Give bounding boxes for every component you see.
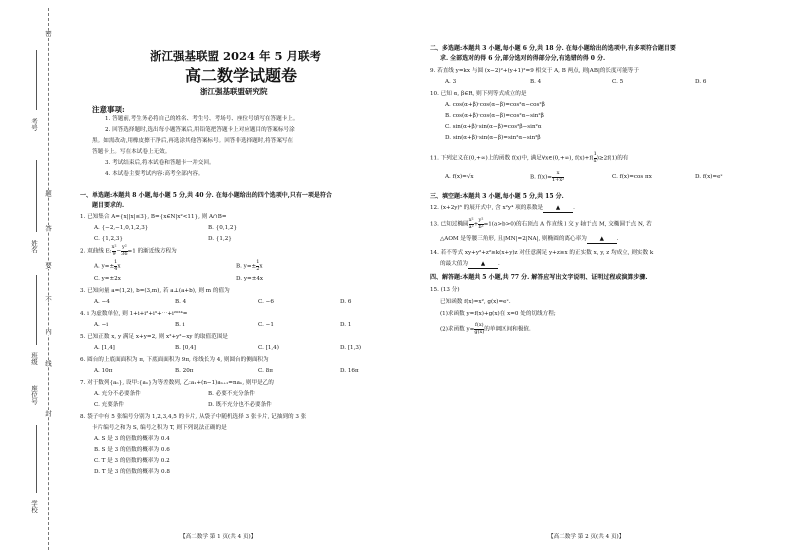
option: D. 既不充分也不必要条件 <box>208 402 272 408</box>
option: A. [1,4] <box>94 345 115 351</box>
option: B. f(x)= $\frac{x}{\text{1+x²}}$ <box>530 170 565 183</box>
seal-dashed-line <box>48 8 49 550</box>
option: C. 充要条件 <box>94 402 125 408</box>
option: D. y=±4x <box>236 276 264 282</box>
option: C. −1 <box>258 322 274 328</box>
section-2-heading: 二、多选题:本题共 3 小题,每小题 6 分,共 18 分. 在每小题给出的选项中,有多项符合题目要 <box>430 45 676 52</box>
answer-blank[interactable]: ▲ <box>543 205 573 213</box>
exam-no-field[interactable] <box>36 50 37 110</box>
question-stem: 10. 已知 α, β∈R, 则下列等式成立的是 <box>430 91 527 97</box>
binding-margin <box>0 0 62 558</box>
organizer: 浙江强基联盟研究院 <box>200 87 268 96</box>
option: B. y=± $\frac{1}{2}$ x <box>236 259 263 272</box>
option: B. [0,4] <box>175 345 196 351</box>
option: C. T 是 3 的倍数的概率为 0.2 <box>94 458 170 464</box>
option: B. 必要不充分条件 <box>208 391 255 397</box>
school-label: 学校 <box>30 500 38 513</box>
notice-line: 4. 本试卷主要考试内容:高考全部内容。 <box>105 171 204 177</box>
question-stem-cont: △AOM 是等腰三角形, 且|MN|=2|NA|, 则椭圆的离心率为 ▲ . <box>440 236 619 242</box>
option: A. f(x)=√x <box>445 174 474 180</box>
notice-line: 答题卡上。写在本试卷上无效。 <box>92 149 171 155</box>
option: A. −4 <box>94 299 110 305</box>
exam-title: 浙江强基联盟 2024 年 5 月联考 <box>150 49 322 63</box>
option: A. S 是 3 的倍数的概率为 0.4 <box>94 436 170 442</box>
option: C. 5 <box>612 79 624 85</box>
section-1-heading: 一、单选题:本题共 8 小题,每小题 5 分,共 40 分. 在每小题给出的四个选项中,只有一项是符合 <box>80 192 332 199</box>
seal-char: 内 <box>44 328 52 335</box>
page-footer: 【高二数学 第 2 页(共 4 页)】 <box>548 534 625 540</box>
option: C. f(x)=cos πx <box>612 174 652 180</box>
question-stem: 3. 已知向量 a=(1,2), b=(3,m), 若 a⊥(a+b), 则 m 的值为 <box>80 288 230 294</box>
option: B. cos(α+β)·cos(α−β)=cos²α−sin²β <box>445 113 544 119</box>
seal-char: 封 <box>44 410 52 417</box>
answer-blank[interactable]: ▲ <box>468 261 498 269</box>
seat-label: 座位号 <box>30 385 38 405</box>
option: A. −i <box>94 322 109 328</box>
seal-char: 答 <box>44 225 52 232</box>
question-head: 15. (13 分) <box>430 287 460 293</box>
option: A. cos(α+β)·cos(α−β)=cos²α−cos²β <box>445 102 545 108</box>
option: A. y=± $\frac{1}{4}$ x <box>94 259 121 272</box>
option: C. y=±2x <box>94 276 121 282</box>
option: B. 20π <box>175 368 194 374</box>
question-stem: 9. 若直线 y=kx 与圆 (x−2)²+(y+1)²=9 相交于 A, B 两点, 则|AB|的长度可能等于 <box>430 68 639 74</box>
question-stem: 4. i 为虚数单位, 则 1+i+i²+i³+⋯+i²⁰²⁴= <box>80 311 188 317</box>
name-label: 姓名 <box>30 240 38 253</box>
notice-line: 1. 答题前,考生务必将自己的姓名、考生号、考场号、座位号填写在答题卡上。 <box>105 116 299 122</box>
question-part: (1)求函数 y=f(x)+g(x)在 x=0 处的切线方程; <box>440 311 556 317</box>
question-stem: 8. 袋子中有 5 张编号分别为 1,2,3,4,5 的卡片, 从袋子中随机选择 3 张卡片, 记抽到的 3 张 <box>80 414 307 420</box>
question-stem: 5. 已知正数 x, y 满足 x+y=2, 则 x²+y²−xy 的取值范围是 <box>80 334 228 340</box>
exam-no-label: 考号 <box>30 118 38 131</box>
question-stem: 11. 下列定义在(0,+∞)上的函数 f(x)中, 满足∀x∈(0,+∞), f(x)+f( $\frac{1}{x}$ )≥2f(1)的有 <box>430 151 629 164</box>
option: C. −6 <box>258 299 274 305</box>
question-stem: 6. 圆台的上底面面积为 π, 下底面面积为 9π, 母线长为 4, 则圆台的侧面积为 <box>80 357 269 363</box>
option: B. 4 <box>175 299 187 305</box>
question-stem-cont: 的最大值为 ▲ . <box>440 261 500 267</box>
notice-line: 3. 考试结束后,将本试卷和答题卡一并交回。 <box>105 160 215 166</box>
option: B. i <box>175 322 185 328</box>
seal-char: 要 <box>44 262 52 269</box>
option: A. 3 <box>445 79 457 85</box>
question-stem: 12. (x+2y)⁶ 的展开式中, 含 x²y⁴ 项的系数是 ▲ . <box>430 205 575 211</box>
school-field[interactable] <box>36 425 37 493</box>
option: C. 8π <box>258 368 273 374</box>
option: B. 4 <box>530 79 542 85</box>
class-label: 班级 <box>30 352 38 365</box>
option: D. 16π <box>340 368 359 374</box>
question-stem: 7. 对于数列{aₙ}, 设甲:{aₙ}为等差数列, 乙:a₁+(n−1)aₙ₊₁=naₙ, 则甲是乙的 <box>80 380 274 386</box>
seal-char: 线 <box>44 360 52 367</box>
question-given: 已知函数 f(x)=x², g(x)=eˣ. <box>440 299 511 305</box>
question-part: (2)求函数 y= $\frac{f(x)}{g(x)}$ 的单调区间和极值. <box>440 322 531 335</box>
option: A. 充分不必要条件 <box>94 391 141 397</box>
paper-title: 高二数学试题卷 <box>185 66 298 85</box>
option: C. [1,4) <box>258 345 279 351</box>
section-1-heading-cont: 题目要求的. <box>92 202 125 209</box>
option: D. T 是 3 的倍数的概率为 0.8 <box>94 469 170 475</box>
option: D. 6 <box>340 299 352 305</box>
section-4-heading: 四、解答题:本题共 5 小题,共 77 分. 解答应写出文字说明、证明过程或演算步骤. <box>430 274 648 281</box>
question-stem: 2. 双曲线 E: $\frac{\text{x²}}{9}$ − $\frac{\text{y²}}{36}$ =1 的渐近线方程为 <box>80 244 177 257</box>
option: B. {0,1,2} <box>208 225 238 231</box>
option: D. f(x)=eˣ <box>695 174 723 180</box>
option: A. {−2,−1,0,1,2,3} <box>94 225 149 231</box>
question-stem: 13. 已知过椭圆 $\frac{\text{x²}}{\text{a²}}$ + $\frac{\text{y²}}{\text{b²}}$ =1(a>b>0)的右顶点 A 作直线 l 交 y 轴于点 M, 交椭圆于点 N, 若 <box>430 217 652 230</box>
seal-char: 不 <box>44 296 52 303</box>
question-stem-cont: 卡片编号之和为 S, 编号之积为 T, 则下列说法正确的是 <box>92 425 227 431</box>
seal-char: 密 <box>44 30 52 37</box>
notice-heading: 注意事项: <box>92 105 125 114</box>
option: D. [1,3) <box>340 345 362 351</box>
name-field[interactable] <box>36 160 37 232</box>
notice-line: 黑。如需改动,用橡皮擦干净后,再选涂其他答案标号。回答非选择题时,将答案写在 <box>92 138 294 144</box>
seal-char: 题 <box>44 190 52 197</box>
notice-line: 2. 回答选择题时,选出每小题答案后,用铅笔把答题卡上对应题目的答案标号涂 <box>105 127 295 133</box>
option: C. {1,2,3} <box>94 236 123 242</box>
section-3-heading: 三、填空题:本题共 3 小题,每小题 5 分,共 15 分. <box>430 193 564 200</box>
question-stem: 1. 已知集合 A={x||x|≤3}, B={x∈N|x²<11}, 则 A∩B= <box>80 214 227 220</box>
option: C. sin(α+β)·sin(α−β)=cos²β−sin²α <box>445 124 542 130</box>
option: D. sin(α+β)·sin(α−β)=sin²α−sin²β <box>445 135 541 141</box>
option: B. S 是 3 的倍数的概率为 0.6 <box>94 447 170 453</box>
question-stem: 14. 若不等式 xy+y²+z²≥k(x+y)z 对任意满足 y+z≥x 的正实数 x, y, z 均成立, 则实数 k <box>430 250 654 256</box>
option: A. 10π <box>94 368 113 374</box>
answer-blank[interactable]: ▲ <box>587 236 617 244</box>
option: D. {1,2} <box>208 236 232 242</box>
option: D. 1 <box>340 322 352 328</box>
section-2-heading-cont: 求. 全部选对的得 6 分,部分选对的得部分分,有选错的得 0 分. <box>440 55 606 62</box>
option: D. 6 <box>695 79 707 85</box>
class-field[interactable] <box>36 275 37 345</box>
page-footer: 【高二数学 第 1 页(共 4 页)】 <box>180 534 257 540</box>
